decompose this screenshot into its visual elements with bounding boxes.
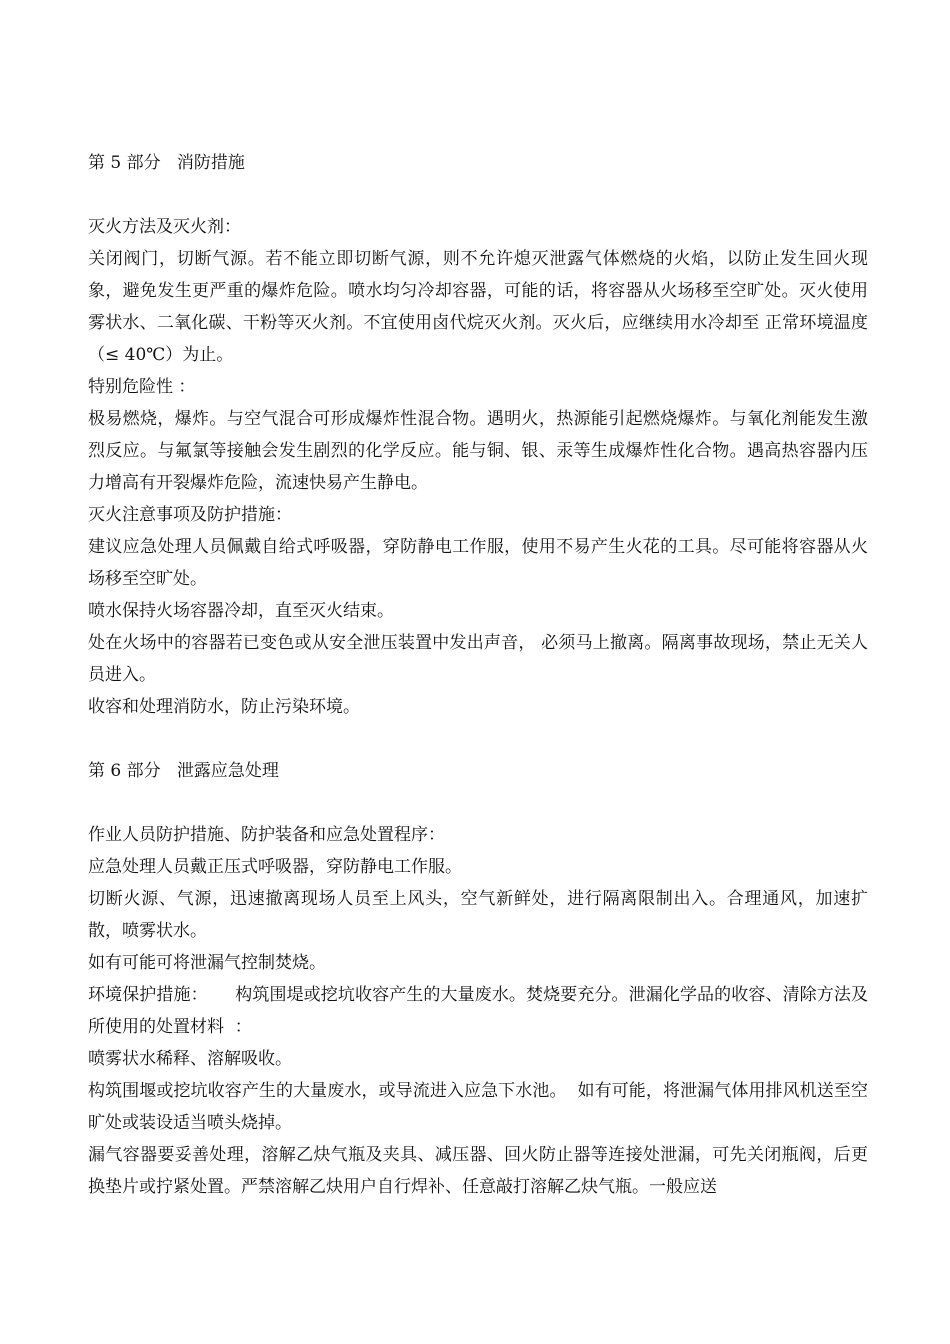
paragraph: 收容和处理消防水，防止污染环境。 bbox=[88, 697, 360, 717]
paragraph: 漏气容器要妥善处理，溶解乙炔气瓶及夹具、减压器、回火防止器等连接处泄漏，可先关闭瓶阀，后更换垫片或拧紧处置。严禁溶解乙炔用户自行焊补、任意敲打溶解乙炔气瓶。一般应送 bbox=[88, 1145, 868, 1197]
section-6-body bbox=[88, 819, 868, 1203]
section-6-heading: 第 6 部分 泄露应急处理 bbox=[88, 761, 279, 781]
section-5-heading: 第 5 部分 消防措施 bbox=[88, 153, 245, 173]
paragraph: 切断火源、气源，迅速撤离现场人员至上风头，空气新鲜处，进行隔离限制出入。合理通风，加速扩散，喷雾状水。 bbox=[88, 889, 868, 941]
paragraph: 处在火场中的容器若已变色或从安全泄压装置中发出声音， 必须马上撤离。隔离事故现场，禁止无关人员进入。 bbox=[88, 633, 868, 685]
paragraph: 作业人员防护措施、防护装备和应急处置程序： bbox=[88, 825, 445, 845]
paragraph: 构筑围堰或挖坑收容产生的大量废水，或导流进入应急下水池。 如有可能，将泄漏气体用排风机送至空旷处或装设适当喷头烧掉。 bbox=[88, 1081, 868, 1133]
paragraph: 灭火注意事项及防护措施： bbox=[88, 505, 292, 525]
paragraph: 如有可能可将泄漏气控制焚烧。 bbox=[88, 953, 326, 973]
document-page bbox=[88, 147, 868, 1203]
paragraph: 关闭阀门，切断气源。若不能立即切断气源，则不允许熄灭泄露气体燃烧的火焰，以防止发生回火现象，避免发生更严重的爆炸危险。喷水均匀冷却容器，可能的话，将容器从火场移至空旷处。灭火使用雾状水、二氧化碳、干粉等灭火剂。不宜使用卤代烷灭火剂。灭火后，应继续用水冷却至 正常环境温度（≤ 40℃）为止。 bbox=[88, 249, 868, 365]
paragraph: 灭火方法及灭火剂： bbox=[88, 217, 241, 237]
paragraph: 喷雾状水稀释、溶解吸收。 bbox=[88, 1049, 292, 1069]
paragraph: 特别危险性 ： bbox=[88, 377, 196, 397]
paragraph: 环境保护措施： 构筑围堤或挖坑收容产生的大量废水。焚烧要充分。泄漏化学品的收容、清除方法及所使用的处置材料 ： bbox=[88, 985, 868, 1037]
section-5-body bbox=[88, 211, 868, 723]
paragraph: 应急处理人员戴正压式呼吸器，穿防静电工作服。 bbox=[88, 857, 462, 877]
paragraph: 极易燃烧，爆炸。与空气混合可形成爆炸性混合物。遇明火，热源能引起燃烧爆炸。与氧化剂能发生激烈反应。与氟氯等接触会发生剧烈的化学反应。能与铜、银、汞等生成爆炸性化合物。遇高热容器内压力增高有开裂爆炸危险，流速快易产生静电。 bbox=[88, 409, 868, 493]
paragraph: 喷水保持火场容器冷却，直至灭火结束。 bbox=[88, 601, 394, 621]
paragraph: 建议应急处理人员佩戴自给式呼吸器，穿防静电工作服，使用不易产生火花的工具。尽可能将容器从火场移至空旷处。 bbox=[88, 537, 868, 589]
